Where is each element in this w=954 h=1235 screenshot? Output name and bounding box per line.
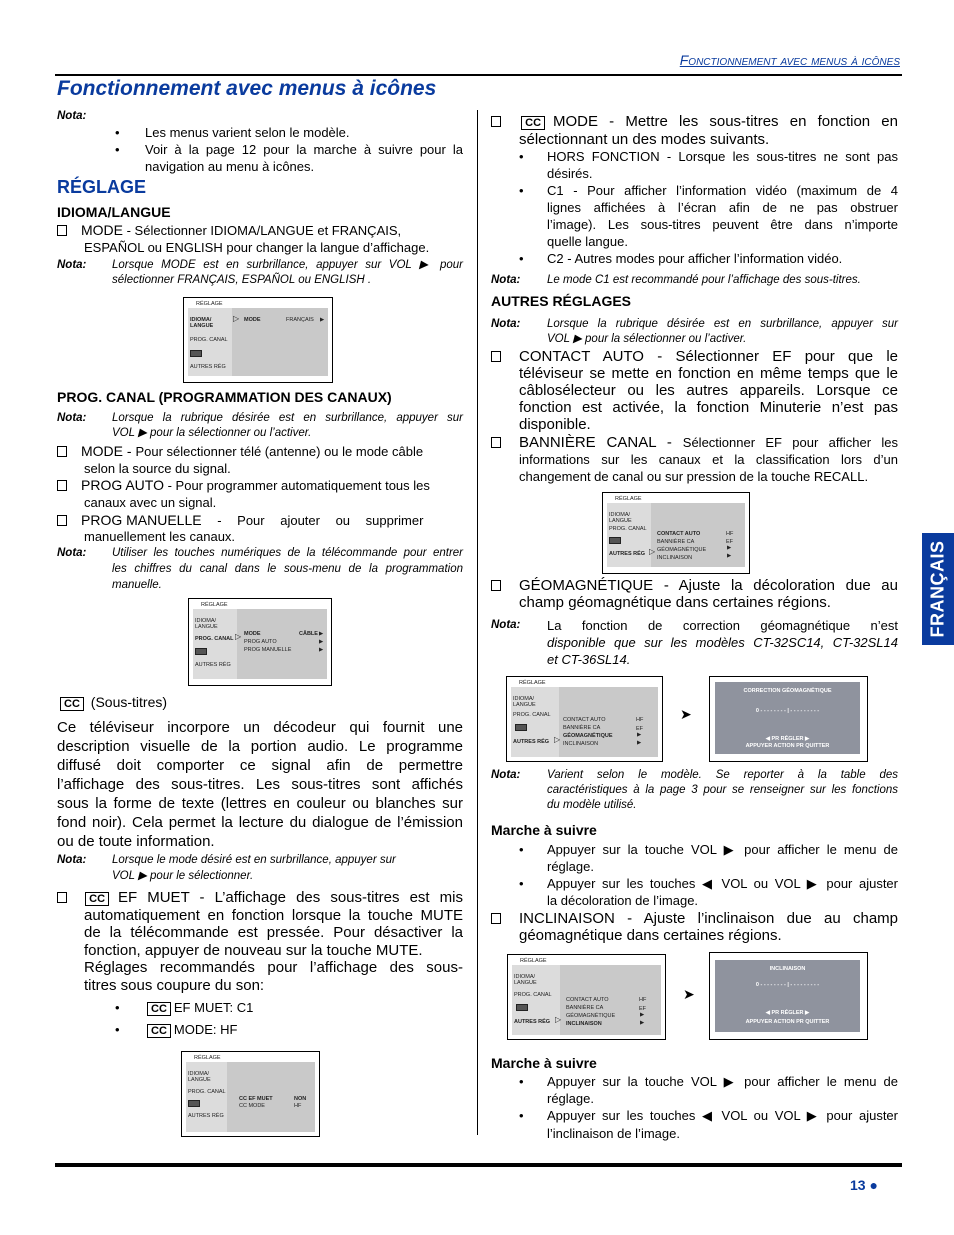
- bullet-dot: •: [115, 1000, 120, 1015]
- bullet-text: Appuyer sur les touches ◀ VOL ou VOL ▶ pour ajuster: [547, 876, 898, 891]
- nota-label: Nota:: [57, 854, 87, 866]
- menu-screenshot-autres: RÉGLAGE IDIOMA/ LANGUE PROG. CANAL AUTRES RÉG ▷ CONTACT AUTO HF BANNIÈRE CA EF GÉOMAGNÉTIQUE ▶ INCLINAISON ▶: [602, 492, 750, 574]
- nota-label: Nota:: [491, 619, 521, 631]
- nota-text: Utiliser les touches numériques de la télécommande pour entrer: [112, 547, 463, 559]
- bullet-text: HORS FONCTION - Lorsque les sous-titres ne sont pas: [547, 149, 898, 164]
- bullet-text: Voir à la page 12 pour la marche à suivre pour la: [145, 142, 463, 157]
- bullet-dot: •: [519, 251, 524, 266]
- checkbox-icon: [57, 892, 67, 903]
- paragraph-line: fond noir). Cela permet la lecture du dialogue de l’émission: [57, 814, 463, 831]
- ef-muet-text: EF MUET - L’affichage des sous-titres est mis automatiquement en fonction lorsque la touche MUTE de la télécommande est pressée. Pour désactiver la fonction, appuyer de nouveau sur la touche MUTE. Réglages recommandés pour l’affichage des sous- titres sous coupure du son:: [84, 889, 463, 994]
- menu-screenshot-prog-canal: RÉGLAGE IDIOMA/ LANGUE PROG. CANAL ▷ MODE CÂBLE ▶ PROG AUTO ▶ PROG MANUELLE ▶ AUTRES RÉG: [188, 598, 332, 686]
- checkbox-icon: [491, 913, 501, 924]
- paragraph-line: sous la forme de texte (lettres en couleur ou blanches sur: [57, 795, 463, 812]
- column-divider: [477, 110, 478, 1135]
- banniere-item: [491, 434, 505, 451]
- nota-text: Lorsque le mode désiré est en surbrillance, appuyer sur: [112, 854, 396, 866]
- bullet-dot: •: [519, 183, 524, 198]
- contact-auto-item: [491, 348, 505, 365]
- cc-mode-text: MODE - Mettre les sous-titres en fonction en sélectionnant un des modes suivants.: [519, 113, 898, 148]
- prog-manuelle-item: PROG MANUELLE - Pour ajouter ou supprimer: [57, 512, 463, 529]
- checkbox-icon: [491, 580, 501, 591]
- nota-text: VOL ▶ pour la sélectionner ou l’activer.: [112, 427, 312, 439]
- subheading-prog-canal: PROG. CANAL (PROGRAMMATION DES CANAUX): [57, 389, 392, 405]
- nota-text-block: La fonction de correction géomagnétique n’est disponible que sur les modèles CT-32SC14, CT-32SL14 et CT-36SL14.: [547, 618, 898, 667]
- page-number: 13 ●: [850, 1177, 878, 1193]
- bullet-text-block: C1 - Pour afficher l’information vidéo (maximum de 4 lignes affichées à l’écran afin de ne pas obstruer l’image). Les sous-titres peuvent être dans n’importe quelle langue.: [547, 183, 898, 249]
- bullet-text: réglage.: [547, 1091, 594, 1106]
- bullet-text: C2 - Autres modes pour afficher l’information vidéo.: [547, 251, 843, 266]
- nota-text: Varient selon le modèle. Se reporter à la table des: [547, 769, 898, 781]
- section-heading-reglage: RÉGLAGE: [57, 177, 147, 197]
- mode-item: MODE - Sélectionner IDIOMA/LANGUE et FRANÇAIS,: [57, 222, 463, 239]
- menu-screenshot-geo: RÉGLAGE IDIOMA/ LANGUE PROG. CANAL AUTRES RÉG ▷ CONTACT AUTO HF BANNIÈRE CA EF GÉOMAGNÉTIQUE ▶ INCLINAISON ▶: [506, 676, 663, 762]
- geo-item: [491, 577, 505, 594]
- rec-item-1: CC EF MUET: C1: [147, 999, 253, 1016]
- nota-label: Nota:: [57, 110, 87, 122]
- subheading-marche-2: Marche à suivre: [491, 1055, 597, 1071]
- inclinaison-text: INCLINAISON - Ajuste l’inclinaison due au champ géomagnétique dans certaines régions.: [519, 910, 898, 944]
- contact-auto-text: CONTACT AUTO - Sélectionner EF pour que le téléviseur se mette en fonction en même temps que le câblosélecteur ou les autres appareils. Lorsque ce fonction est activée, la fonction Minuterie n’est pas disponible.: [519, 348, 898, 433]
- paragraph-line: ou de toute information.: [57, 833, 215, 850]
- nota-label: Nota:: [57, 412, 87, 424]
- bullet-dot: •: [519, 1074, 524, 1089]
- paragraph-line: Ce téléviseur incorpore un décodeur qui fournit une: [57, 719, 463, 736]
- header-rule: [55, 74, 902, 76]
- cc-heading: CC (Sous-titres): [60, 694, 167, 711]
- bullet-text: la décoloration de l’image.: [547, 893, 699, 908]
- menu-screenshot-geo-correction: CORRECTION GÉOMAGNÉTIQUE 0 - - - - - - - - | - - - - - - - - - ◀ PR RÉGLER ▶ APPUYER ACTION PR QUITTER: [709, 676, 868, 762]
- paragraph-line: description visuelle de la portion audio. Le programme: [57, 738, 463, 755]
- bullet-text: Les menus varient selon le modèle.: [145, 125, 350, 140]
- mode2-text: selon la source du signal.: [84, 461, 231, 476]
- nota-text: VOL ▶ pour le sélectionner.: [112, 870, 254, 882]
- nota-text: du modèle utilisé.: [547, 799, 637, 811]
- rec-item-2: CC MODE: HF: [147, 1021, 237, 1038]
- cc-paragraph: [57, 718, 463, 851]
- nota-text: Lorsque la rubrique désirée est en surbrillance, appuyer sur: [547, 318, 898, 330]
- bullet-text: désirés.: [547, 166, 593, 181]
- inclinaison-item: [491, 910, 505, 927]
- mode2-item: MODE - Pour sélectionner télé (antenne) ou le mode câble: [57, 443, 423, 460]
- nota-text: Lorsque la rubrique désirée est en surbrillance, appuyer sur: [112, 412, 463, 424]
- language-tab: FRANÇAIS: [922, 533, 954, 645]
- bullet-dot: •: [115, 142, 120, 157]
- checkbox-icon: [491, 351, 501, 362]
- bullet-text: Appuyer sur les touches ◀ VOL ou VOL ▶ pour ajuster: [547, 1108, 898, 1123]
- ef-muet-item: CC: [57, 889, 463, 907]
- nota-label: Nota:: [491, 769, 521, 781]
- nota-text: VOL ▶ pour la sélectionner ou l’activer.: [547, 333, 747, 345]
- bullet-dot: •: [115, 1022, 120, 1037]
- checkbox-icon: [57, 225, 67, 236]
- checkbox-icon: [57, 480, 67, 491]
- bullet-text: Appuyer sur la touche VOL ▶ pour afficher le menu de: [547, 1074, 898, 1089]
- checkbox-icon: [491, 437, 501, 448]
- geo-text: GÉOMAGNÉTIQUE - Ajuste la décoloration due au champ géomagnétique dans certaines régions.: [519, 577, 898, 611]
- subheading-marche-1: Marche à suivre: [491, 822, 597, 838]
- bullet-dot: •: [519, 842, 524, 857]
- subheading-autres: AUTRES RÉGLAGES: [491, 293, 632, 309]
- menu-screenshot-inclinaison: RÉGLAGE IDIOMA/ LANGUE PROG. CANAL AUTRES RÉG ▷ CONTACT AUTO HF BANNIÈRE CA EF GÉOMAGNÉTIQUE ▶ INCLINAISON ▶: [507, 954, 666, 1040]
- arrow-right-icon: ➤: [680, 706, 692, 722]
- bullet-dot: •: [115, 125, 120, 140]
- prog-manuelle-text: manuellement les canaux.: [84, 529, 236, 544]
- cc-mode-item: CC: [491, 113, 898, 131]
- bullet-text: Appuyer sur la touche VOL ▶ pour afficher le menu de: [547, 842, 898, 857]
- footer-rule: [55, 1163, 902, 1167]
- checkbox-icon: [57, 515, 67, 526]
- menu-screenshot-idioma: RÉGLAGE IDIOMA/ LANGUE ▷ MODE FRANÇAIS ▶ PROG. CANAL AUTRES RÉG: [183, 297, 333, 383]
- menu-screenshot-cc: RÉGLAGE IDIOMA/ LANGUE PROG. CANAL AUTRES RÉG CC EF MUET NON CC MODE HF: [181, 1051, 320, 1137]
- nota-text: caractéristiques à la page 3 pour se renseigner sur les fonctions: [547, 784, 898, 796]
- prog-auto-item: PROG AUTO - Pour programmer automatiquement tous les: [57, 477, 430, 494]
- mode-text: ESPAÑOL ou ENGLISH pour changer la langue d’affichage.: [84, 240, 430, 255]
- checkbox-icon: [57, 446, 67, 457]
- menu-screenshot-inclinaison-adjust: INCLINAISON 0 - - - - - - - - | - - - - - - - - - ◀ PR RÉGLER ▶ APPUYER ACTION PR QUITTER: [709, 952, 868, 1040]
- bullet-dot: •: [519, 876, 524, 891]
- prog-auto-text: canaux avec un signal.: [84, 495, 217, 510]
- nota-text: manuelle.: [112, 579, 162, 591]
- nota-text: Le mode C1 est recommandé pour l’affichage des sous-titres.: [547, 274, 861, 286]
- arrow-right-icon: ➤: [683, 986, 695, 1002]
- page-title: Fonctionnement avec menus à icônes: [57, 77, 437, 100]
- bullet-dot: •: [519, 149, 524, 164]
- nota-label: Nota:: [491, 274, 521, 286]
- paragraph-line: l’affichage des sous-titres. Les sous-titres sont affichés: [57, 776, 463, 793]
- bullet-text: l’inclinaison de l’image.: [547, 1126, 680, 1141]
- nota-text: les chiffres du canal dans le sous-menu de la programmation: [112, 563, 463, 575]
- nota-label: Nota:: [57, 547, 87, 559]
- banniere-text: BANNIÈRE CANAL - Sélectionner EF pour afficher les informations sur les canaux et la classification lors d’un changement de canal ou sur pression de la touche RECALL.: [519, 434, 898, 484]
- nota-text: Lorsque MODE est en surbrillance, appuyer sur VOL ▶ pour: [112, 259, 463, 271]
- paragraph-line: diffusé doit comporter ce signal afin de permettre: [57, 757, 463, 774]
- header-section-title: Fonctionnement avec menus à icônes: [679, 52, 900, 68]
- nota-text: sélectionner FRANÇAIS, ESPAÑOL ou ENGLISH .: [112, 274, 372, 286]
- nota-label: Nota:: [57, 259, 87, 271]
- bullet-text: réglage.: [547, 859, 594, 874]
- bullet-text: navigation au menu à icônes.: [145, 159, 315, 174]
- checkbox-icon: [491, 116, 501, 127]
- subheading-idioma: IDIOMA/LANGUE: [57, 204, 171, 220]
- bullet-dot: •: [519, 1108, 524, 1123]
- nota-label: Nota:: [491, 318, 521, 330]
